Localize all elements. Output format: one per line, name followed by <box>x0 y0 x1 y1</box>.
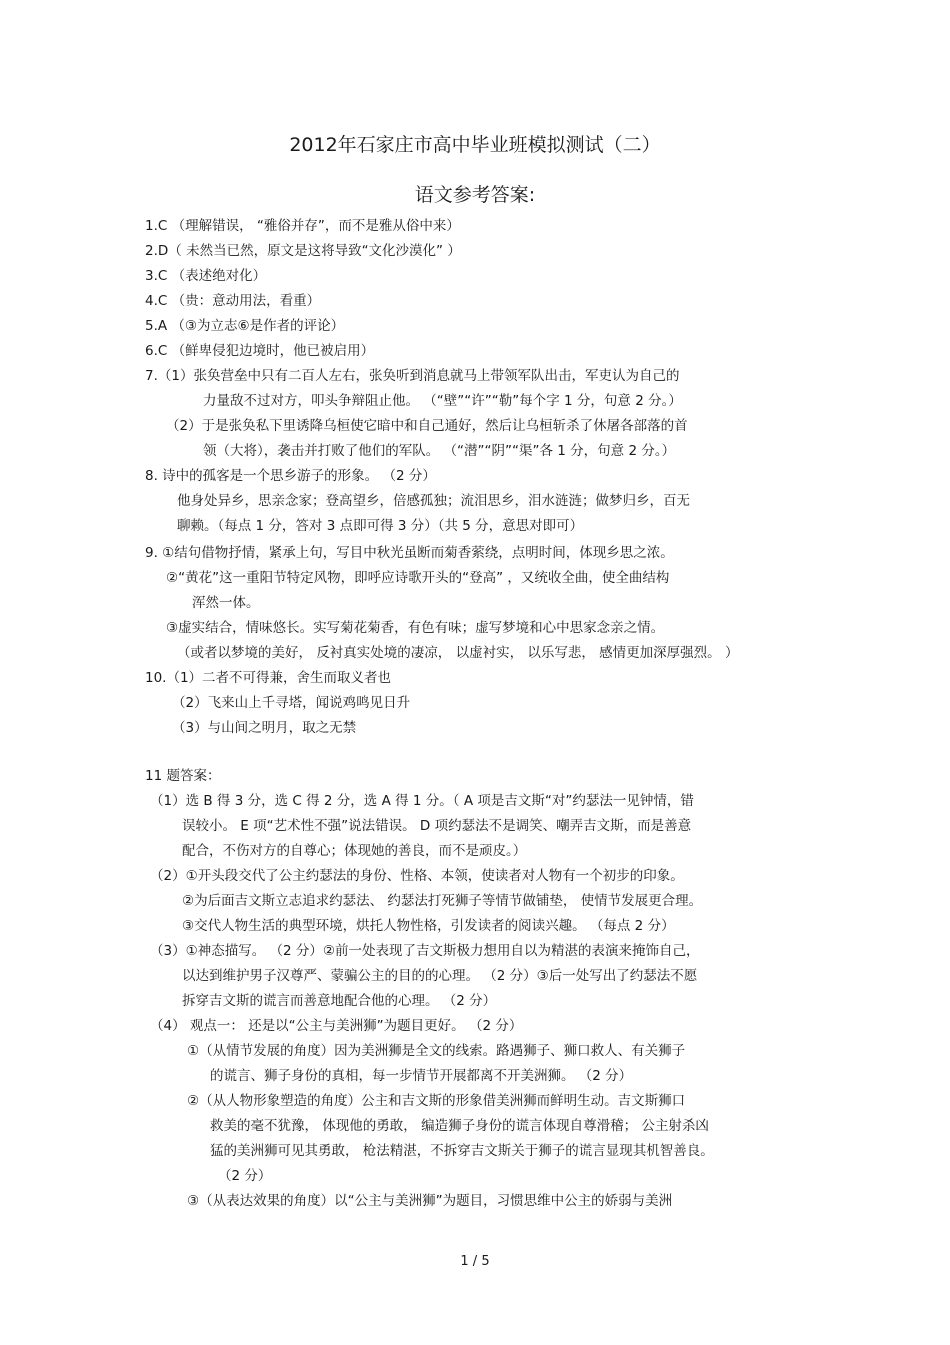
answer-line: ①（从情节发展的角度）因为美洲狮是全文的线索。路遇狮子、狮口救人、有关狮子 <box>187 1043 686 1059</box>
answer-line: 以达到维护男子汉尊严、蒙骗公主的目的的心理。 （2 分）③后一处写出了约瑟法不愿 <box>182 968 698 984</box>
answer-line: （2）飞来山上千寻塔，闻说鸡鸣见日升 <box>172 695 411 711</box>
answer-line: 拆穿吉文斯的谎言而善意地配合他的心理。 （2 分） <box>182 993 497 1009</box>
answer-line: ③虚实结合，情味悠长。实写菊花菊香，有色有味；虚写梦境和心中思家念亲之情。 <box>166 620 665 636</box>
answer-line: ②（从人物形象塑造的角度）公主和吉文斯的形象借美洲狮而鲜明生动。吉文斯狮口 <box>187 1093 686 1109</box>
answer-line: 领（大将），袭击并打败了他们的军队。 （“潜”“阴”“渠”各 1 分，句意 2 分。） <box>203 443 676 459</box>
answer-line: 6.C （鲜卑侵犯边境时，他已被启用） <box>145 343 375 359</box>
answer-line: 力量敌不过对方，叩头争辩阻止他。 （“壁”“许”“勒”每个字 1 分，句意 2 分。） <box>203 393 682 409</box>
answer-line: 救美的毫不犹豫， 体现他的勇敢， 编造狮子身份的谎言体现自尊滑稽； 公主射杀凶 <box>210 1118 709 1134</box>
answer-line: 7.（1）张奂营垒中只有二百人左右，张奂听到消息就马上带领军队出击，军吏认为自己的 <box>145 368 680 384</box>
answer-line: 误较小。 E 项“艺术性不强”说法错误。 D 项约瑟法不是调笑、嘲弄吉文斯，而是善意 <box>182 818 692 834</box>
document-subtitle: 语文参考答案: <box>414 184 536 206</box>
answer-line: （2）于是张奂私下里诱降乌桓使它暗中和自己通好，然后让乌桓斩杀了休屠各部落的首 <box>166 418 688 434</box>
answer-line: 9. ①结句借物抒情，紧承上句，写目中秋光虽断而菊香萦绕，点明时间，体现乡思之浓。 <box>145 545 674 561</box>
answer-line: ③交代人物生活的典型环境，烘托人物性格，引发读者的阅读兴趣。 （每点 2 分） <box>182 918 675 934</box>
answer-line: 配合，不伤对方的自尊心；体现她的善良，而不是顽皮。） <box>182 843 527 859</box>
answer-line: （2）①开头段交代了公主约瑟法的身份、性格、本领，使读者对人物有一个初步的印象。 <box>150 868 684 884</box>
answer-line: 的谎言、狮子身份的真相，每一步情节开展都离不开美洲狮。 （2 分） <box>210 1068 633 1084</box>
answer-line: ②“黄花”这一重阳节特定风物，即呼应诗歌开头的“登高” ，又统收全曲，使全曲结构 <box>166 570 670 586</box>
answer-line: 2.D（ 未然当已然，原文是这将导致“文化沙漠化” ） <box>145 243 461 259</box>
answer-line: （2 分） <box>218 1168 272 1184</box>
answer-line: 8. 诗中的孤客是一个思乡游子的形象。 （2 分） <box>145 468 436 484</box>
section-heading: 11 题答案： <box>145 768 221 784</box>
answer-line: （3）①神态描写。 （2 分）②前一处表现了吉文斯极力想用自以为精湛的表演来掩饰自己， <box>150 943 700 959</box>
answer-line: ③（从表达效果的角度）以“公主与美洲狮”为题目，习惯思维中公主的娇弱与美洲 <box>187 1193 673 1209</box>
answer-line: （3）与山间之明月，取之无禁 <box>172 720 357 736</box>
answer-line: 4.C （贵：意动用法，看重） <box>145 293 321 309</box>
answer-line: 聊赖。（每点 1 分，答对 3 点即可得 3 分）（共 5 分，意思对即可） <box>177 518 584 534</box>
answer-line: ②为后面吉文斯立志追求约瑟法、 约瑟法打死狮子等情节做铺垫， 使情节发展更合理。 <box>182 893 703 909</box>
answer-line: 他身处异乡，思亲念家；登高望乡，倍感孤独；流泪思乡，泪水涟涟；做梦归乡，百无 <box>177 493 690 509</box>
answer-line: 浑然一体。 <box>192 595 260 611</box>
answer-line: （1）选 B 得 3 分，选 C 得 2 分，选 A 得 1 分。（ A 项是吉文斯“对”约瑟法一见钟情，错 <box>150 793 694 809</box>
answer-line: 1.C （理解错误， “雅俗并存”，而不是雅从俗中来） <box>145 218 460 234</box>
answer-line: （或者以梦境的美好， 反衬真实处境的凄凉， 以虚衬实， 以乐写悲， 感情更加深厚强烈。 ） <box>177 645 739 661</box>
answer-line: （4） 观点一： 还是以“公主与美洲狮”为题目更好。 （2 分） <box>150 1018 523 1034</box>
page-number: 1 / 5 <box>460 1254 490 1269</box>
answer-line: 5.A （③为立志⑥是作者的评论） <box>145 318 345 334</box>
answer-line: 猛的美洲狮可见其勇敢， 枪法精湛，不拆穿吉文斯关于狮子的谎言显现其机智善良。 <box>210 1143 714 1159</box>
answer-line: 3.C （表述绝对化） <box>145 268 267 284</box>
answer-line: 10.（1）二者不可得兼，舍生而取义者也 <box>145 670 392 686</box>
document-title: 2012年石家庄市高中毕业班模拟测试（二） <box>289 134 661 156</box>
